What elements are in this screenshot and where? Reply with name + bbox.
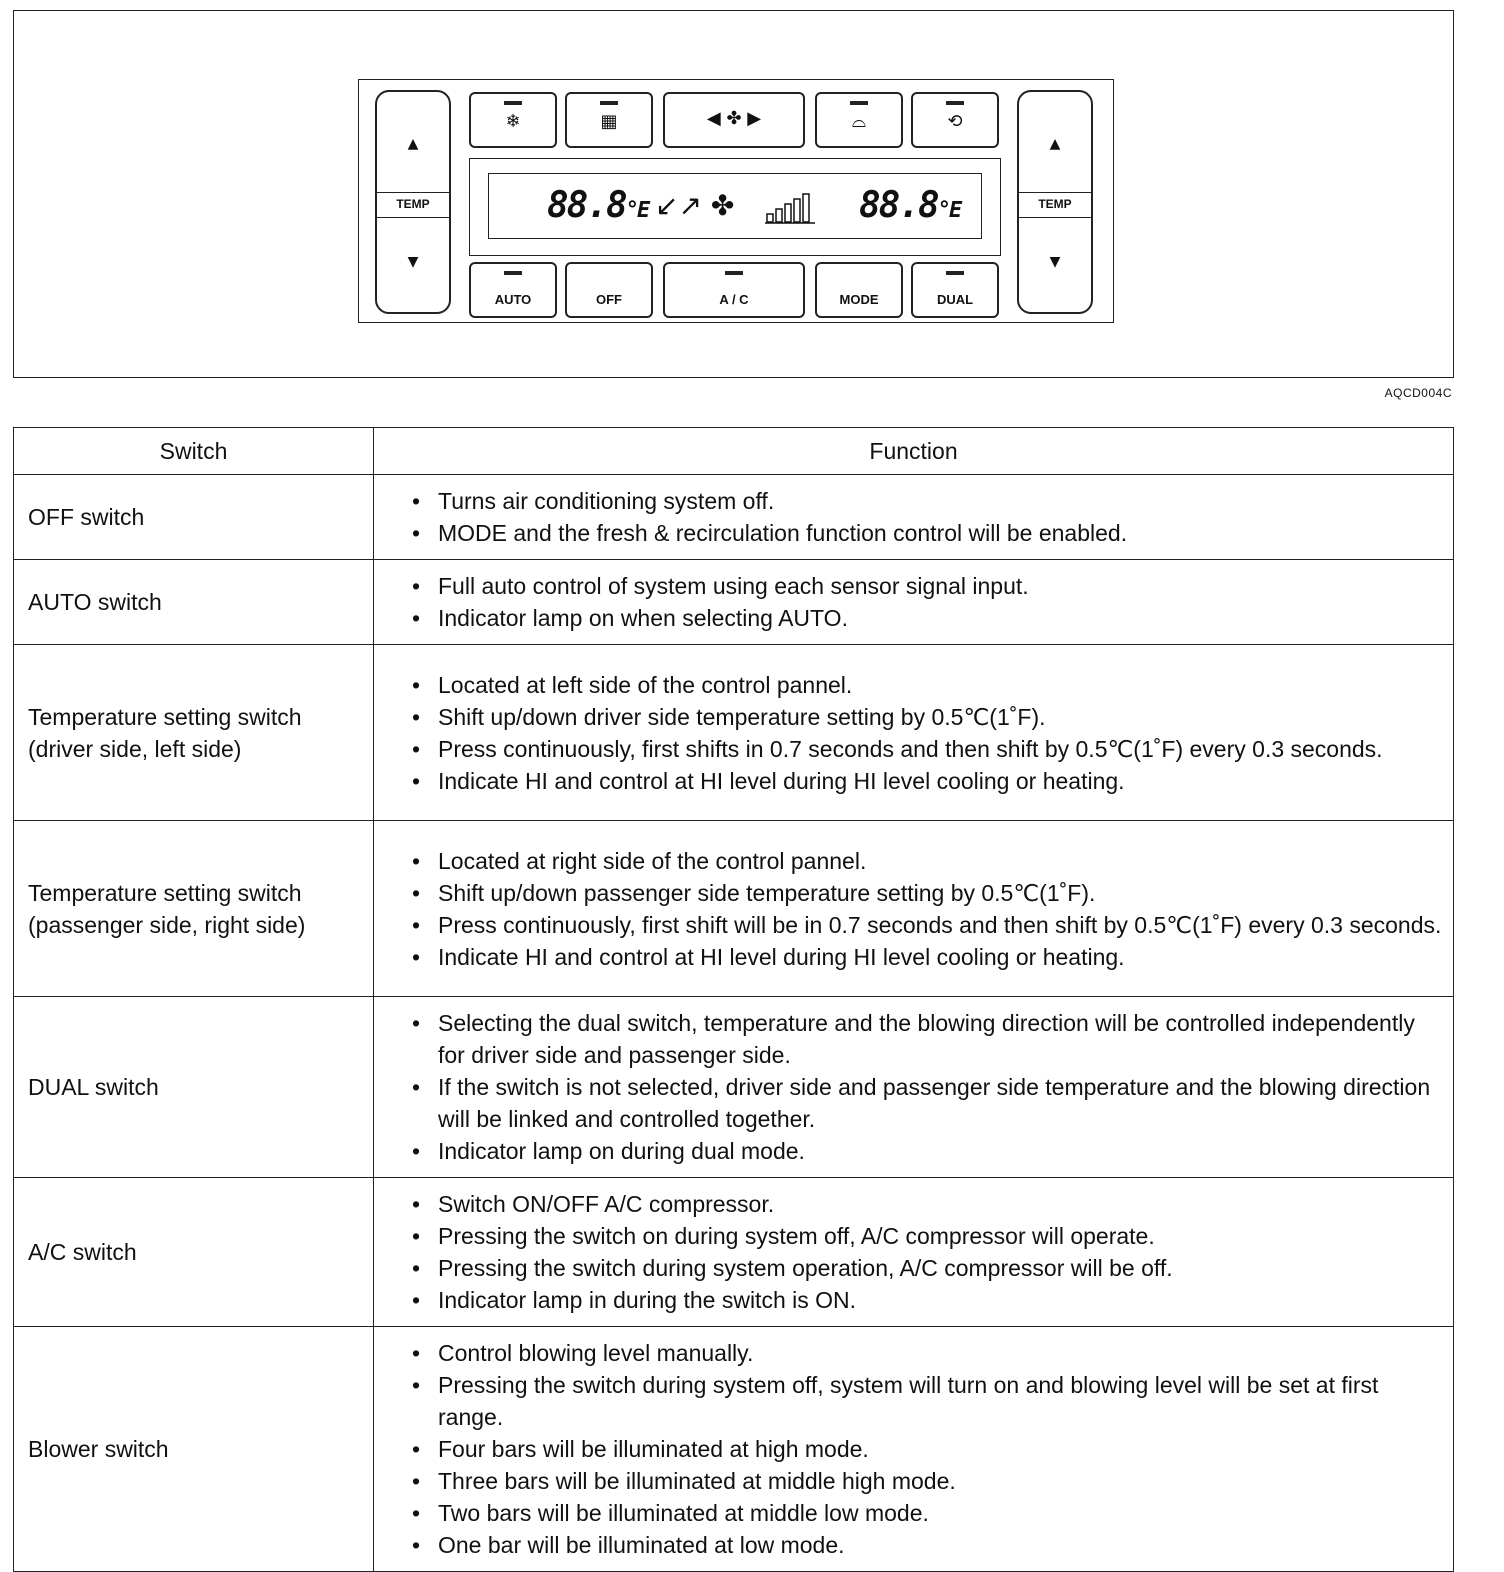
- function-cell: [374, 1327, 1454, 1572]
- passenger-temp-unit: °E: [937, 198, 961, 223]
- switch-name: DUAL switch: [28, 1074, 159, 1100]
- switch-name: Blower switch: [28, 1436, 169, 1462]
- figure-frame: [13, 10, 1454, 378]
- indicator-led: [850, 101, 868, 105]
- switch-function-table: [13, 427, 1454, 1572]
- switch-name: (driver side, left side): [28, 735, 242, 762]
- mode-label: MODE: [839, 292, 879, 307]
- passenger-temp-readout: [859, 186, 960, 231]
- switch-cell: [14, 1178, 374, 1327]
- table-row: [14, 821, 1454, 997]
- driver-temp-unit: °E: [625, 198, 649, 223]
- function-list: [410, 669, 1443, 797]
- auto-label: AUTO: [494, 292, 532, 307]
- lcd-screen: [488, 173, 982, 239]
- passenger-temp-up-icon[interactable]: ▲: [1049, 136, 1061, 152]
- driver-temp-label: TEMP: [377, 192, 449, 218]
- table-row: [14, 997, 1454, 1178]
- switch-name: AUTO switch: [28, 589, 162, 615]
- function-cell: [374, 560, 1454, 645]
- function-item: • MODE and the fresh & recirculation function control will be enabled.: [410, 517, 1443, 549]
- switch-column-header: Switch: [14, 428, 374, 475]
- switch-cell: [14, 475, 374, 560]
- function-item: • Pressing the switch on during system off, A/C compressor will operate.: [410, 1220, 1443, 1252]
- blower-button[interactable]: [663, 92, 805, 148]
- dual-button[interactable]: [911, 262, 999, 318]
- function-item: • One bar will be illuminated at low mode.: [410, 1529, 1443, 1561]
- auto-button[interactable]: [469, 262, 557, 318]
- function-item: • Shift up/down driver side temperature setting by 0.5℃(1˚F).: [410, 701, 1443, 733]
- function-cell: [374, 475, 1454, 560]
- function-item: • Pressing the switch during system off, system will turn on and blowing level will be set at first range.: [410, 1369, 1443, 1433]
- function-cell: [374, 997, 1454, 1178]
- function-item: • Two bars will be illuminated at middle low mode.: [410, 1497, 1443, 1529]
- fresh-air-icon: ⌓: [851, 111, 867, 132]
- function-list: [410, 1188, 1443, 1316]
- driver-temp-value: 88.8: [547, 185, 626, 226]
- function-list: [410, 570, 1443, 634]
- table-row: [14, 1327, 1454, 1572]
- fan-bar: [776, 209, 782, 222]
- fan-bar: [794, 199, 800, 222]
- function-item: • Selecting the dual switch, temperature and the blowing direction will be controlled independently for driver side and passenger side.: [410, 1007, 1443, 1071]
- fan-bar: [767, 214, 773, 222]
- function-column-header: Function: [374, 428, 1454, 475]
- function-item: • Indicate HI and control at HI level during HI level cooling or heating.: [410, 941, 1443, 973]
- function-cell: [374, 645, 1454, 821]
- function-list: [410, 845, 1443, 973]
- switch-cell: [14, 821, 374, 997]
- rear-defrost-icon: ▦: [600, 111, 618, 132]
- fan-bar: [803, 194, 809, 222]
- function-item: • Press continuously, first shift will be in 0.7 seconds and then shift by 0.5℃(1˚F) every 0.3 seconds.: [410, 909, 1443, 941]
- function-item: • Shift up/down passenger side temperature setting by 0.5℃(1˚F).: [410, 877, 1443, 909]
- dual-label: DUAL: [936, 292, 974, 307]
- driver-temp-rocker[interactable]: [375, 90, 451, 314]
- function-item: • Four bars will be illuminated at high mode.: [410, 1433, 1443, 1465]
- passenger-temp-label: TEMP: [1019, 192, 1091, 218]
- indicator-led: [946, 271, 964, 275]
- function-item: • Turns air conditioning system off.: [410, 485, 1443, 517]
- indicator-led: [504, 101, 522, 105]
- passenger-temp-down-icon[interactable]: ▼: [1049, 254, 1061, 270]
- front-defrost-button[interactable]: [469, 92, 557, 148]
- function-item: • Pressing the switch during system operation, A/C compressor will be off.: [410, 1252, 1443, 1284]
- rear-defrost-button[interactable]: [565, 92, 653, 148]
- function-cell: [374, 1178, 1454, 1327]
- display-bezel: [469, 158, 1001, 256]
- function-item: • Located at right side of the control pannel.: [410, 845, 1443, 877]
- indicator-led: [600, 101, 618, 105]
- ac-button[interactable]: [663, 262, 805, 318]
- function-item: • If the switch is not selected, driver side and passenger side temperature and the blowing direction will be linked and controlled together.: [410, 1071, 1443, 1135]
- table-row: [14, 560, 1454, 645]
- table-row: [14, 1178, 1454, 1327]
- function-item: • Indicator lamp in during the switch is ON.: [410, 1284, 1443, 1316]
- fan-bar: [785, 204, 791, 222]
- function-item: • Full auto control of system using each sensor signal input.: [410, 570, 1443, 602]
- airflow-mode-icon: ↙↗ ✤: [655, 189, 735, 222]
- switch-cell: [14, 645, 374, 821]
- fan-speed-bars: [765, 192, 817, 224]
- passenger-temp-rocker[interactable]: [1017, 90, 1093, 314]
- function-cell: [374, 821, 1454, 997]
- fan-icon: ◀ ✤ ▶: [706, 108, 762, 129]
- switch-name: Temperature setting switch: [28, 703, 302, 730]
- table-header-row: [14, 428, 1454, 475]
- switch-cell: [14, 560, 374, 645]
- function-item: • Three bars will be illuminated at middle high mode.: [410, 1465, 1443, 1497]
- function-item: • Control blowing level manually.: [410, 1337, 1443, 1369]
- switch-name: A/C switch: [28, 1239, 137, 1265]
- off-label: OFF: [596, 292, 622, 307]
- indicator-led: [946, 101, 964, 105]
- recirculation-icon: ⟲: [947, 111, 963, 132]
- function-item: • Located at left side of the control pannel.: [410, 669, 1443, 701]
- function-list: [410, 1337, 1443, 1561]
- fresh-air-button[interactable]: [815, 92, 903, 148]
- function-item: • Indicator lamp on when selecting AUTO.: [410, 602, 1443, 634]
- switch-name: OFF switch: [28, 504, 145, 530]
- figure-code: AQCD004C: [1384, 386, 1452, 400]
- driver-temp-down-icon[interactable]: ▼: [407, 254, 419, 270]
- indicator-led: [504, 271, 522, 275]
- driver-temp-up-icon[interactable]: ▲: [407, 136, 419, 152]
- function-list: [410, 1007, 1443, 1167]
- indicator-led: [725, 271, 743, 275]
- switch-name: Temperature setting switch: [28, 879, 302, 906]
- function-item: • Press continuously, first shifts in 0.7 seconds and then shift by 0.5℃(1˚F) every 0.3 seconds.: [410, 733, 1443, 765]
- switch-cell: [14, 1327, 374, 1572]
- passenger-temp-value: 88.8: [859, 185, 938, 226]
- front-defrost-icon: ❄: [505, 111, 521, 132]
- recirculation-button[interactable]: [911, 92, 999, 148]
- function-item: • Switch ON/OFF A/C compressor.: [410, 1188, 1443, 1220]
- table-body: [14, 475, 1454, 1572]
- table-row: [14, 645, 1454, 821]
- mode-button[interactable]: [815, 262, 903, 318]
- switch-cell: [14, 997, 374, 1178]
- function-item: • Indicate HI and control at HI level during HI level cooling or heating.: [410, 765, 1443, 797]
- function-item: • Indicator lamp on during dual mode.: [410, 1135, 1443, 1167]
- driver-temp-readout: [547, 186, 648, 231]
- off-button[interactable]: [565, 262, 653, 318]
- climate-control-panel: [358, 79, 1114, 323]
- function-list: [410, 485, 1443, 549]
- table-row: [14, 475, 1454, 560]
- switch-name: (passenger side, right side): [28, 911, 306, 938]
- ac-label: A / C: [719, 292, 749, 307]
